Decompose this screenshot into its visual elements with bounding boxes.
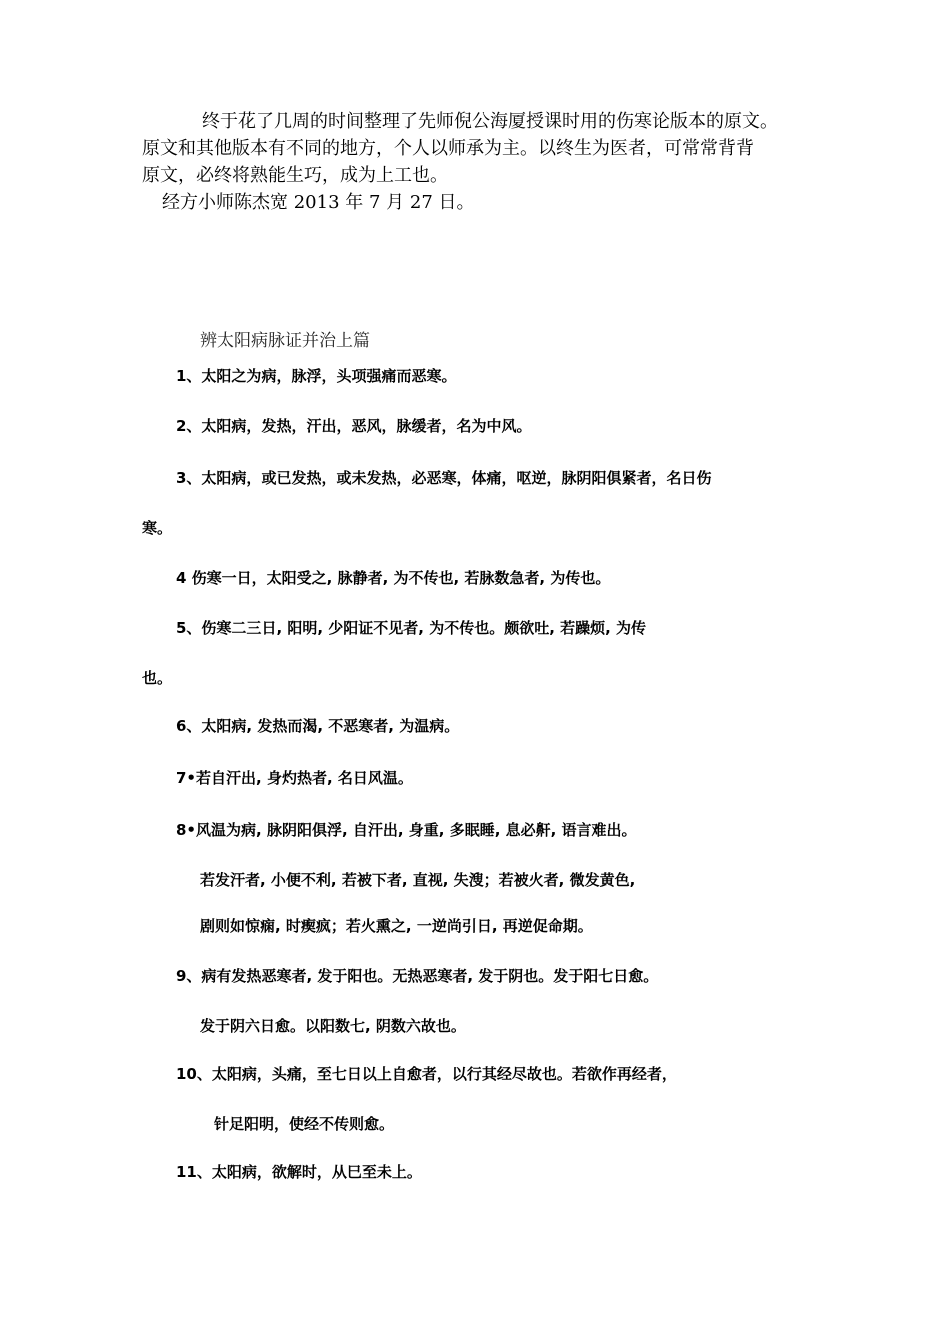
intro-line-3: 原文，必终将熟能生巧，成为上工也。 bbox=[142, 165, 448, 186]
clause-line: 发于阴六日愈。以阳数七, 阴数六故也。 bbox=[200, 1017, 466, 1035]
clause-line: 4 伤寒一日，太阳受之, 脉静者, 为不传也, 若脉数急者, 为传也。 bbox=[176, 569, 611, 587]
clause-line: 11、太阳病，欲解时，从巳至未上。 bbox=[176, 1163, 422, 1181]
clause-line: 1、太阳之为病，脉浮，头项强痛而恶寒。 bbox=[176, 367, 457, 385]
clause-line: 8•风温为病, 脉阴阳俱浮, 自汗出, 身重, 多眠睡, 息必鼾, 语言难出。 bbox=[176, 821, 637, 839]
clause-line: 2、太阳病，发热，汗出，恶风，脉缓者，名为中风。 bbox=[176, 417, 532, 435]
clause-line: 6、太阳病, 发热而渴, 不恶寒者, 为温病。 bbox=[176, 717, 460, 735]
intro-line-2: 原文和其他版本有不同的地方，个人以师承为主。以终生为医者，可常常背背 bbox=[142, 138, 754, 159]
clause-line: 寒。 bbox=[142, 519, 173, 537]
clause-line: 7•若自汗出, 身灼热者, 名日风温。 bbox=[176, 769, 413, 787]
clause-line: 剧则如惊痫, 时瘈疯；若火熏之, 一逆尚引日, 再逆促命期。 bbox=[200, 917, 593, 935]
clause-line: 若发汗者, 小便不利, 若被下者, 直视, 失溲；若被火者, 微发黄色, bbox=[200, 871, 636, 889]
intro-line-1: 终于花了几周的时间整理了先师倪公海厦授课时用的伤寒论版本的原文。 bbox=[202, 111, 778, 132]
clause-line: 5、伤寒二三日, 阳明, 少阳证不见者, 为不传也。颇欲吐, 若躁烦, 为传 bbox=[176, 619, 647, 637]
clause-line: 9、病有发热恶寒者, 发于阳也。无热恶寒者, 发于阴也。发于阳七日愈。 bbox=[176, 967, 659, 985]
clause-line: 10、太阳病，头痛，至七日以上自愈者，以行其经尽故也。若欲作再经者， bbox=[176, 1065, 677, 1083]
intro-signature: 经方小师陈杰宽 2013 年 7 月 27 日。 bbox=[162, 192, 475, 213]
intro-paragraph bbox=[142, 108, 842, 216]
clause-line: 也。 bbox=[142, 669, 173, 687]
section-title: 辨太阳病脉证并治上篇 bbox=[200, 331, 370, 351]
clause-line: 针足阳明，使经不传则愈。 bbox=[214, 1115, 395, 1133]
clause-line: 3、太阳病，或已发热，或未发热，必恶寒，体痛，呕逆，脉阴阳俱紧者，名日伤 bbox=[176, 469, 712, 487]
